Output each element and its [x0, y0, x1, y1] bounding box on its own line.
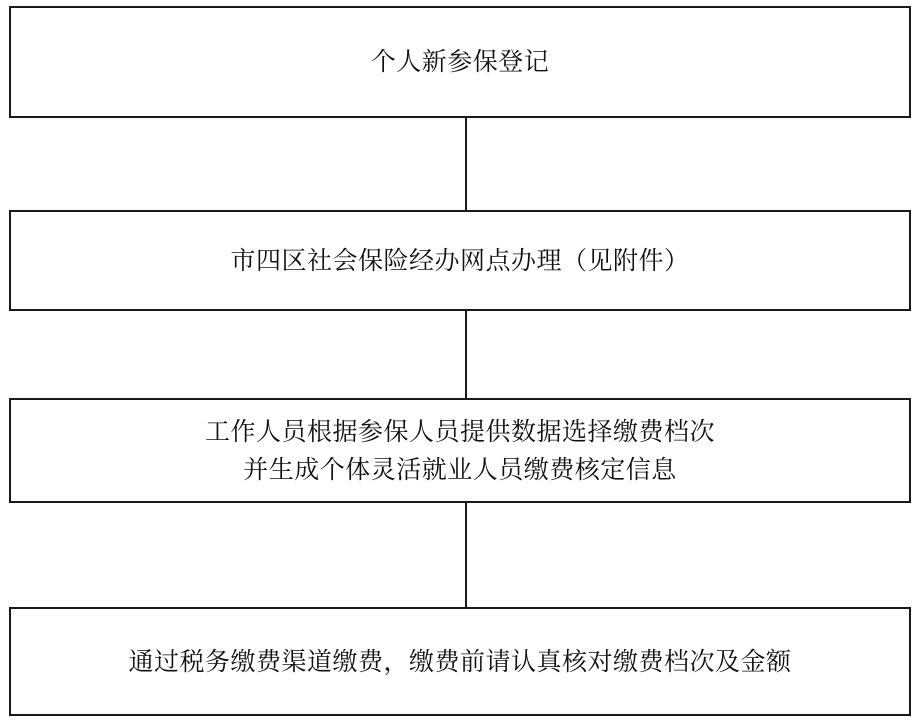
step-text: 通过税务缴费渠道缴费，缴费前请认真核对缴费档次及金额: [128, 646, 792, 676]
connector-line: [465, 503, 467, 607]
step-text-line-1: 工作人员根据参保人员提供数据选择缴费档次: [204, 416, 715, 446]
step-text: 市四区社会保险经办网点办理（见附件）: [230, 245, 690, 275]
step-new-insurance-registration: [9, 6, 911, 118]
step-text: 个人新参保登记: [370, 47, 550, 76]
connector-line: [465, 118, 467, 210]
step-text-line-2: 并生成个体灵活就业人员缴费核定信息: [243, 454, 677, 484]
step-select-payment-tier: [9, 398, 911, 503]
step-service-outlet-handling: [9, 210, 911, 311]
connector-line: [465, 311, 467, 398]
step-tax-channel-payment: [9, 607, 911, 716]
